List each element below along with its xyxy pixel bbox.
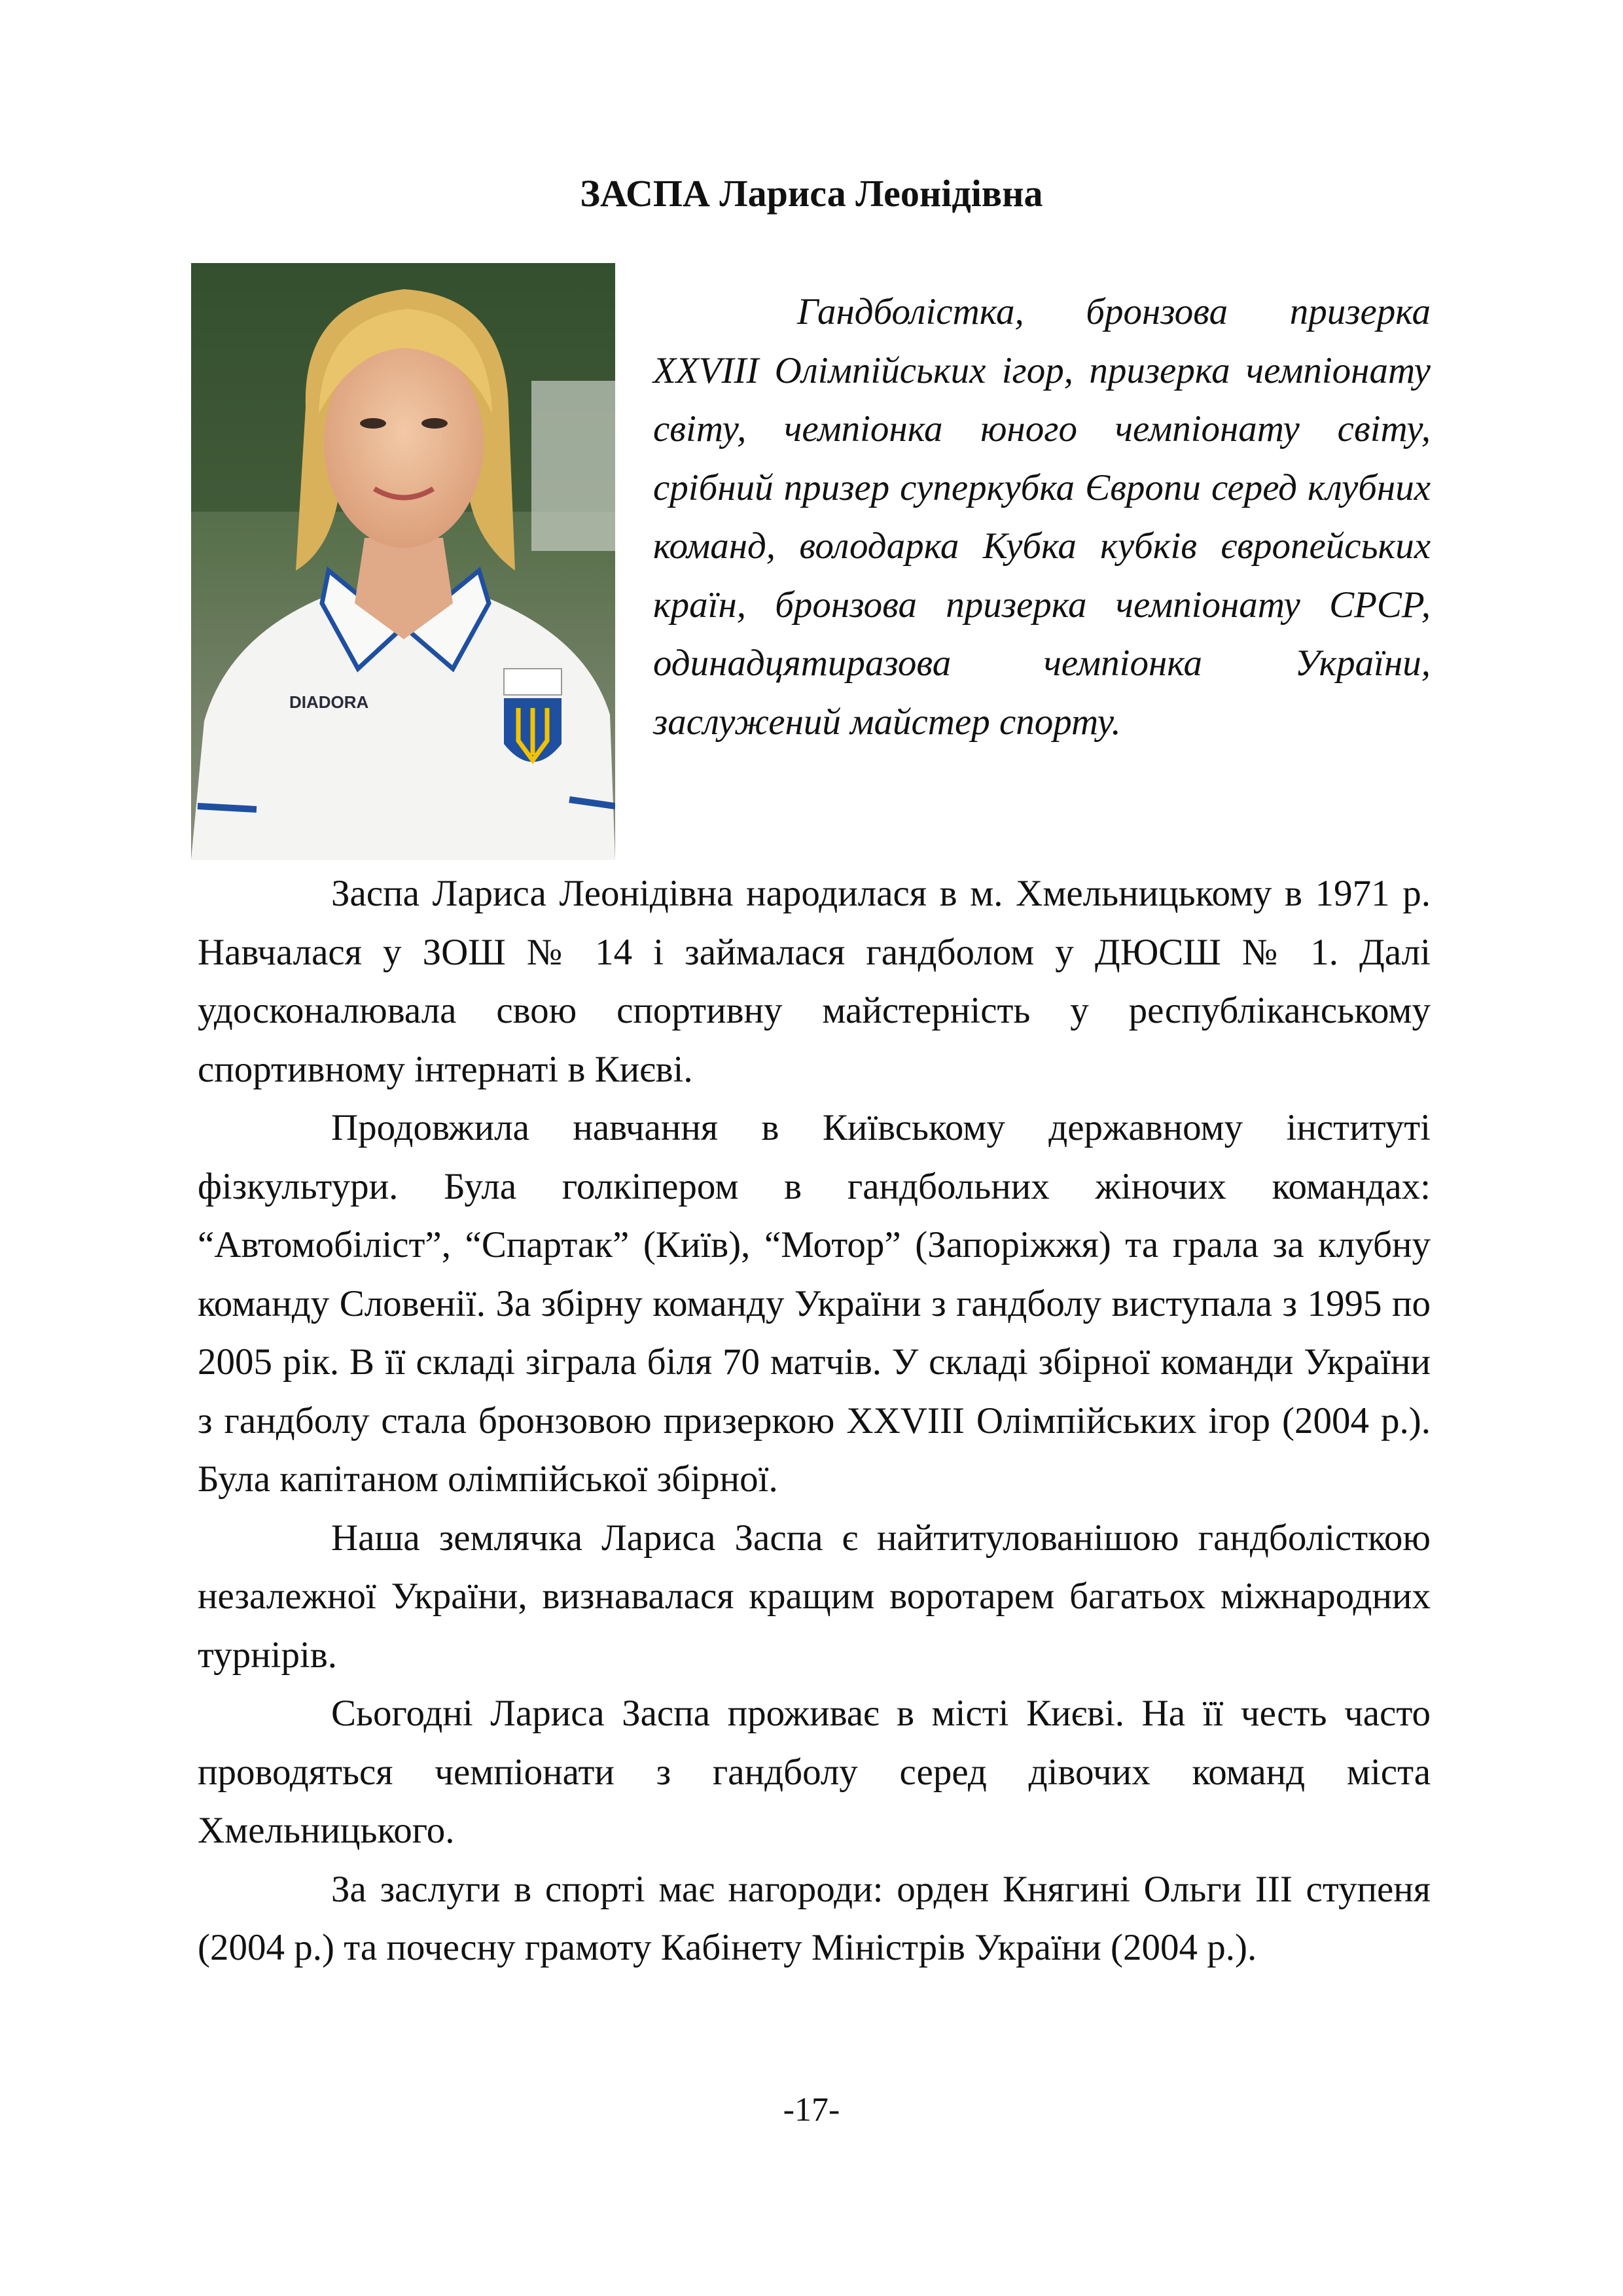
left-eye	[360, 418, 386, 429]
background-sky	[531, 381, 615, 551]
sleeve-trim-left	[198, 806, 257, 809]
shirt-brand: DIADORA	[289, 692, 369, 712]
paragraph-residence: Сьогодні Лариса Заспа проживає в місті Києві. На її честь часто проводяться чемпіонати з гандболу серед дівочих команд міста Хмельницького.	[198, 1693, 1431, 1851]
page-title: ЗАСПА Лариса Леонідівна	[580, 172, 1043, 215]
olympic-rings-emblem	[504, 669, 562, 695]
page-number: -17-	[783, 2091, 840, 2128]
paragraph-birth-education: Заспа Лариса Леонідівна народилася в м. Хмельницькому в 1971 р. Навчалася у ЗОШ № 14 і займалася гандболом у ДЮСШ № 1. Далі удосконалювала свою спортивну майстерність у республіканському спортивному інтернаті в Києві.	[198, 873, 1431, 1090]
paragraph-awards: За заслуги в спорті має нагороди: орден Княгині Ольги ІІІ ступеня (2004 р.) та почесну грамоту Кабінету Міністрів України (2004 р.).	[198, 1868, 1431, 1968]
portrait-photo	[191, 263, 615, 860]
right-eye	[421, 418, 448, 429]
biography-body	[198, 864, 1431, 1977]
paragraph-recognition: Наша землячка Лариса Заспа є найтитулованішою гандболісткою незалежної України, визнавалася кращим воротарем багатьох міжнародних турнірів.	[198, 1517, 1431, 1676]
intro-summary: Гандболістка, бронзова призерка XXVIII Олімпійських ігор, призерка чемпіонату світу, чемпіонка юного чемпіонату світу, срібний призер суперкубка Європи серед клубних команд, володарка Кубка кубків європейських країн, бронзова призерка чемпіонату СРСР, одинадцятиразова чемпіонка України, заслужений майстер спорту.	[653, 291, 1431, 743]
paragraph-career: Продовжила навчання в Київському державному інституті фізкультури. Була голкіпером в гандбольних жіночих командах: “Автомобіліст”, “Спартак” (Київ), “Мотор” (Запоріжжя) та грала за клубну команду Словенії. За збірну команду України з гандболу виступала з 1995 по 2005 рік. В її складі зіграла біля 70 матчів. У складі збірної команди України з гандболу стала бронзовою призеркою XXVIII Олімпійських ігор (2004 р.). Була капітаном олімпійської збірної.	[198, 1107, 1431, 1500]
